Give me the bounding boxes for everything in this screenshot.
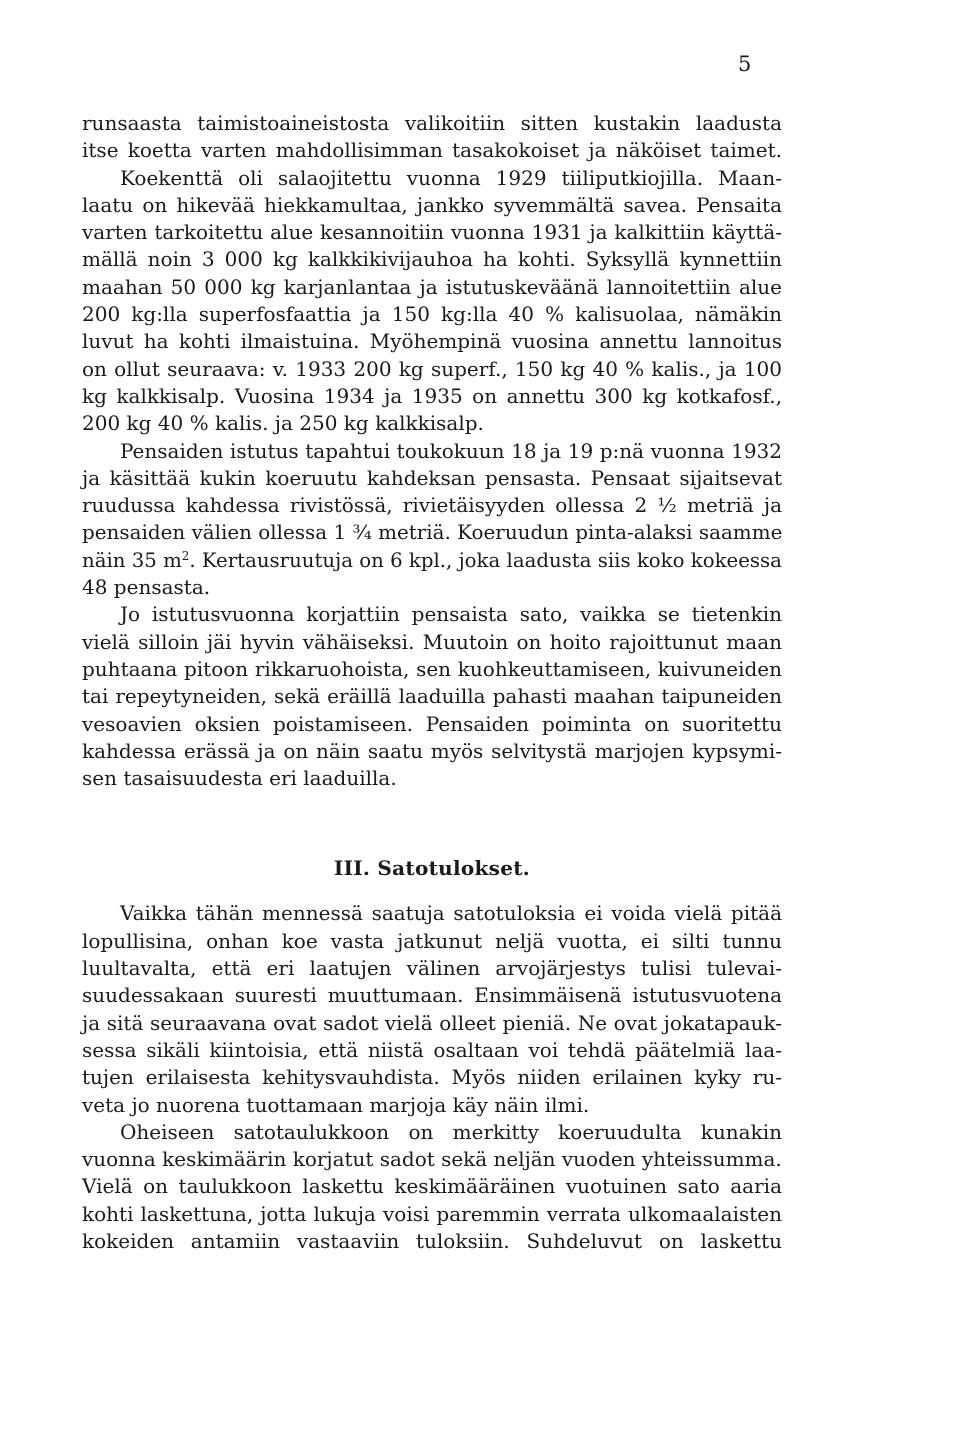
text-line: kokeiden antamiin vastaaviin tuloksiin. Suhdeluvut on laskettu <box>82 1228 782 1253</box>
paragraph-yield-table <box>82 1119 782 1255</box>
text-line-area <box>82 547 782 574</box>
text-line: vuonna keskimäärin korjatut sadot sekä neljän vuoden yhteissumma. <box>82 1147 782 1172</box>
text-line: Pensaiden istutus tapahtui toukokuun 18 ja 19 p:nä vuonna 1932 <box>120 438 782 463</box>
text-line: on ollut seuraava: v. 1933 200 kg superf., 150 kg 40 % kalis., ja 100 <box>82 356 782 381</box>
text-line: luvut ha kohti ilmaistuina. Myöhempinä vuosina annettu lannoitus <box>82 329 782 354</box>
paragraph-soil-fertilization <box>82 110 782 438</box>
paragraph-planting <box>82 438 782 602</box>
text-column <box>82 110 782 1255</box>
text-line: ruudussa kahdessa rivistössä, rivietäisyyden ollessa 2 ½ metriä ja <box>82 493 782 518</box>
section-gap <box>82 792 782 854</box>
text-line: sen tasaisuudesta eri laaduilla. <box>82 766 397 791</box>
text-line: vesoavien oksien poistamiseen. Pensaiden poiminta on suoritettu <box>82 711 782 736</box>
superscript-two: 2 <box>181 548 190 563</box>
text-line: mällä noin 3 000 kg kalkkikivijauhoa ha kohti. Syksyllä kynnettiin <box>82 247 782 272</box>
text-line: puhtaana pitoon rikkaruohoista, sen kuohkeuttamiseen, kuivuneiden <box>82 656 782 681</box>
section-heading: III. Satotulokset. <box>333 856 531 881</box>
text-line: kohti laskettuna, jotta lukuja voisi paremmin verrata ulkomaalaisten <box>82 1201 782 1226</box>
text-line: pensaiden välien ollessa 1 ¾ metriä. Koeruudun pinta-alaksi saamme <box>82 520 783 545</box>
text-line: tai repeytyneiden, sekä eräillä laaduilla pahasti maahan taipuneiden <box>82 684 782 709</box>
paragraph-yield-intro <box>82 900 782 1118</box>
text-line: Jo istutusvuonna korjattiin pensaista sato, vaikka se tietenkin <box>120 602 782 627</box>
paragraph-care <box>82 601 782 792</box>
text-line: 200 kg 40 % kalis. ja 250 kg kalkkisalp. <box>82 411 484 436</box>
text-line: maahan 50 000 kg karjanlantaa ja istutuskeväänä lannoitettiin alue <box>82 274 782 299</box>
text-line: ja käsittää kukin koeruutu kahdeksan pensasta. Pensaat sijaitsevat <box>82 465 782 490</box>
area-prefix: näin 35 m <box>82 547 182 572</box>
text-line: sessa sikäli kiintoisia, että niistä osaltaan voi tehdä päätelmiä laa- <box>82 1037 782 1062</box>
text-line: laatu on hikevää hiekkamultaa, jankko syvemmältä savea. Pensaita <box>82 192 782 217</box>
text-line: itse koetta varten mahdollisimman tasakokoiset ja näköiset taimet. <box>82 138 782 163</box>
text-line: Vaikka tähän mennessä saatuja satotuloksia ei voida vielä pitää <box>120 901 782 926</box>
text-line: 48 pensasta. <box>82 575 211 600</box>
text-line: luultavalta, että eri laatujen välinen arvojärjestys tulisi tulevai- <box>82 956 782 981</box>
text-line: kahdessa erässä ja on näin saatu myös selvitystä marjojen kypsymi- <box>82 738 782 763</box>
area-suffix: . Kertausruutuja on 6 kpl., joka laadusta siis koko kokeessa <box>189 547 782 572</box>
text-line: vielä silloin jäi hyvin vähäiseksi. Muutoin on hoito rajoittunut maan <box>82 629 782 654</box>
text-line: varten tarkoitettu alue kesannoitiin vuonna 1931 ja kalkittiin käyttä- <box>82 220 782 245</box>
text-line: ja sitä seuraavana ovat sadot vielä olleet pieniä. Ne ovat jokatapauk- <box>82 1010 782 1035</box>
text-line: kg kalkkisalp. Vuosina 1934 ja 1935 on annettu 300 kg kotkafosf., <box>82 383 782 408</box>
text-line: suudessakaan suuresti muuttumaan. Ensimmäisenä istutusvuotena <box>82 983 782 1008</box>
text-line: 200 kg:lla superfosfaattia ja 150 kg:lla 40 % kalisuolaa, nämäkin <box>82 302 782 327</box>
text-line: veta jo nuorena tuottamaan marjoja käy näin ilmi. <box>82 1092 590 1117</box>
text-line: lopullisina, onhan koe vasta jatkunut neljä vuotta, ei silti tunnu <box>82 928 782 953</box>
text-line: Koekenttä oli salaojitettu vuonna 1929 tiiliputkiojilla. Maan- <box>120 165 782 190</box>
text-line: runsaasta taimistoaineistosta valikoitiin sitten kustakin laadusta <box>82 111 782 135</box>
text-line: tujen erilaisesta kehitysvauhdista. Myös niiden erilainen kyky ru- <box>82 1065 782 1090</box>
page-number: 5 <box>738 52 752 76</box>
text-line: Vielä on taulukkoon laskettu keskimääräinen vuotuinen sato aaria <box>82 1174 782 1199</box>
text-line: Oheiseen satotaulukkoon on merkitty koeruudulta kunakin <box>120 1119 782 1144</box>
